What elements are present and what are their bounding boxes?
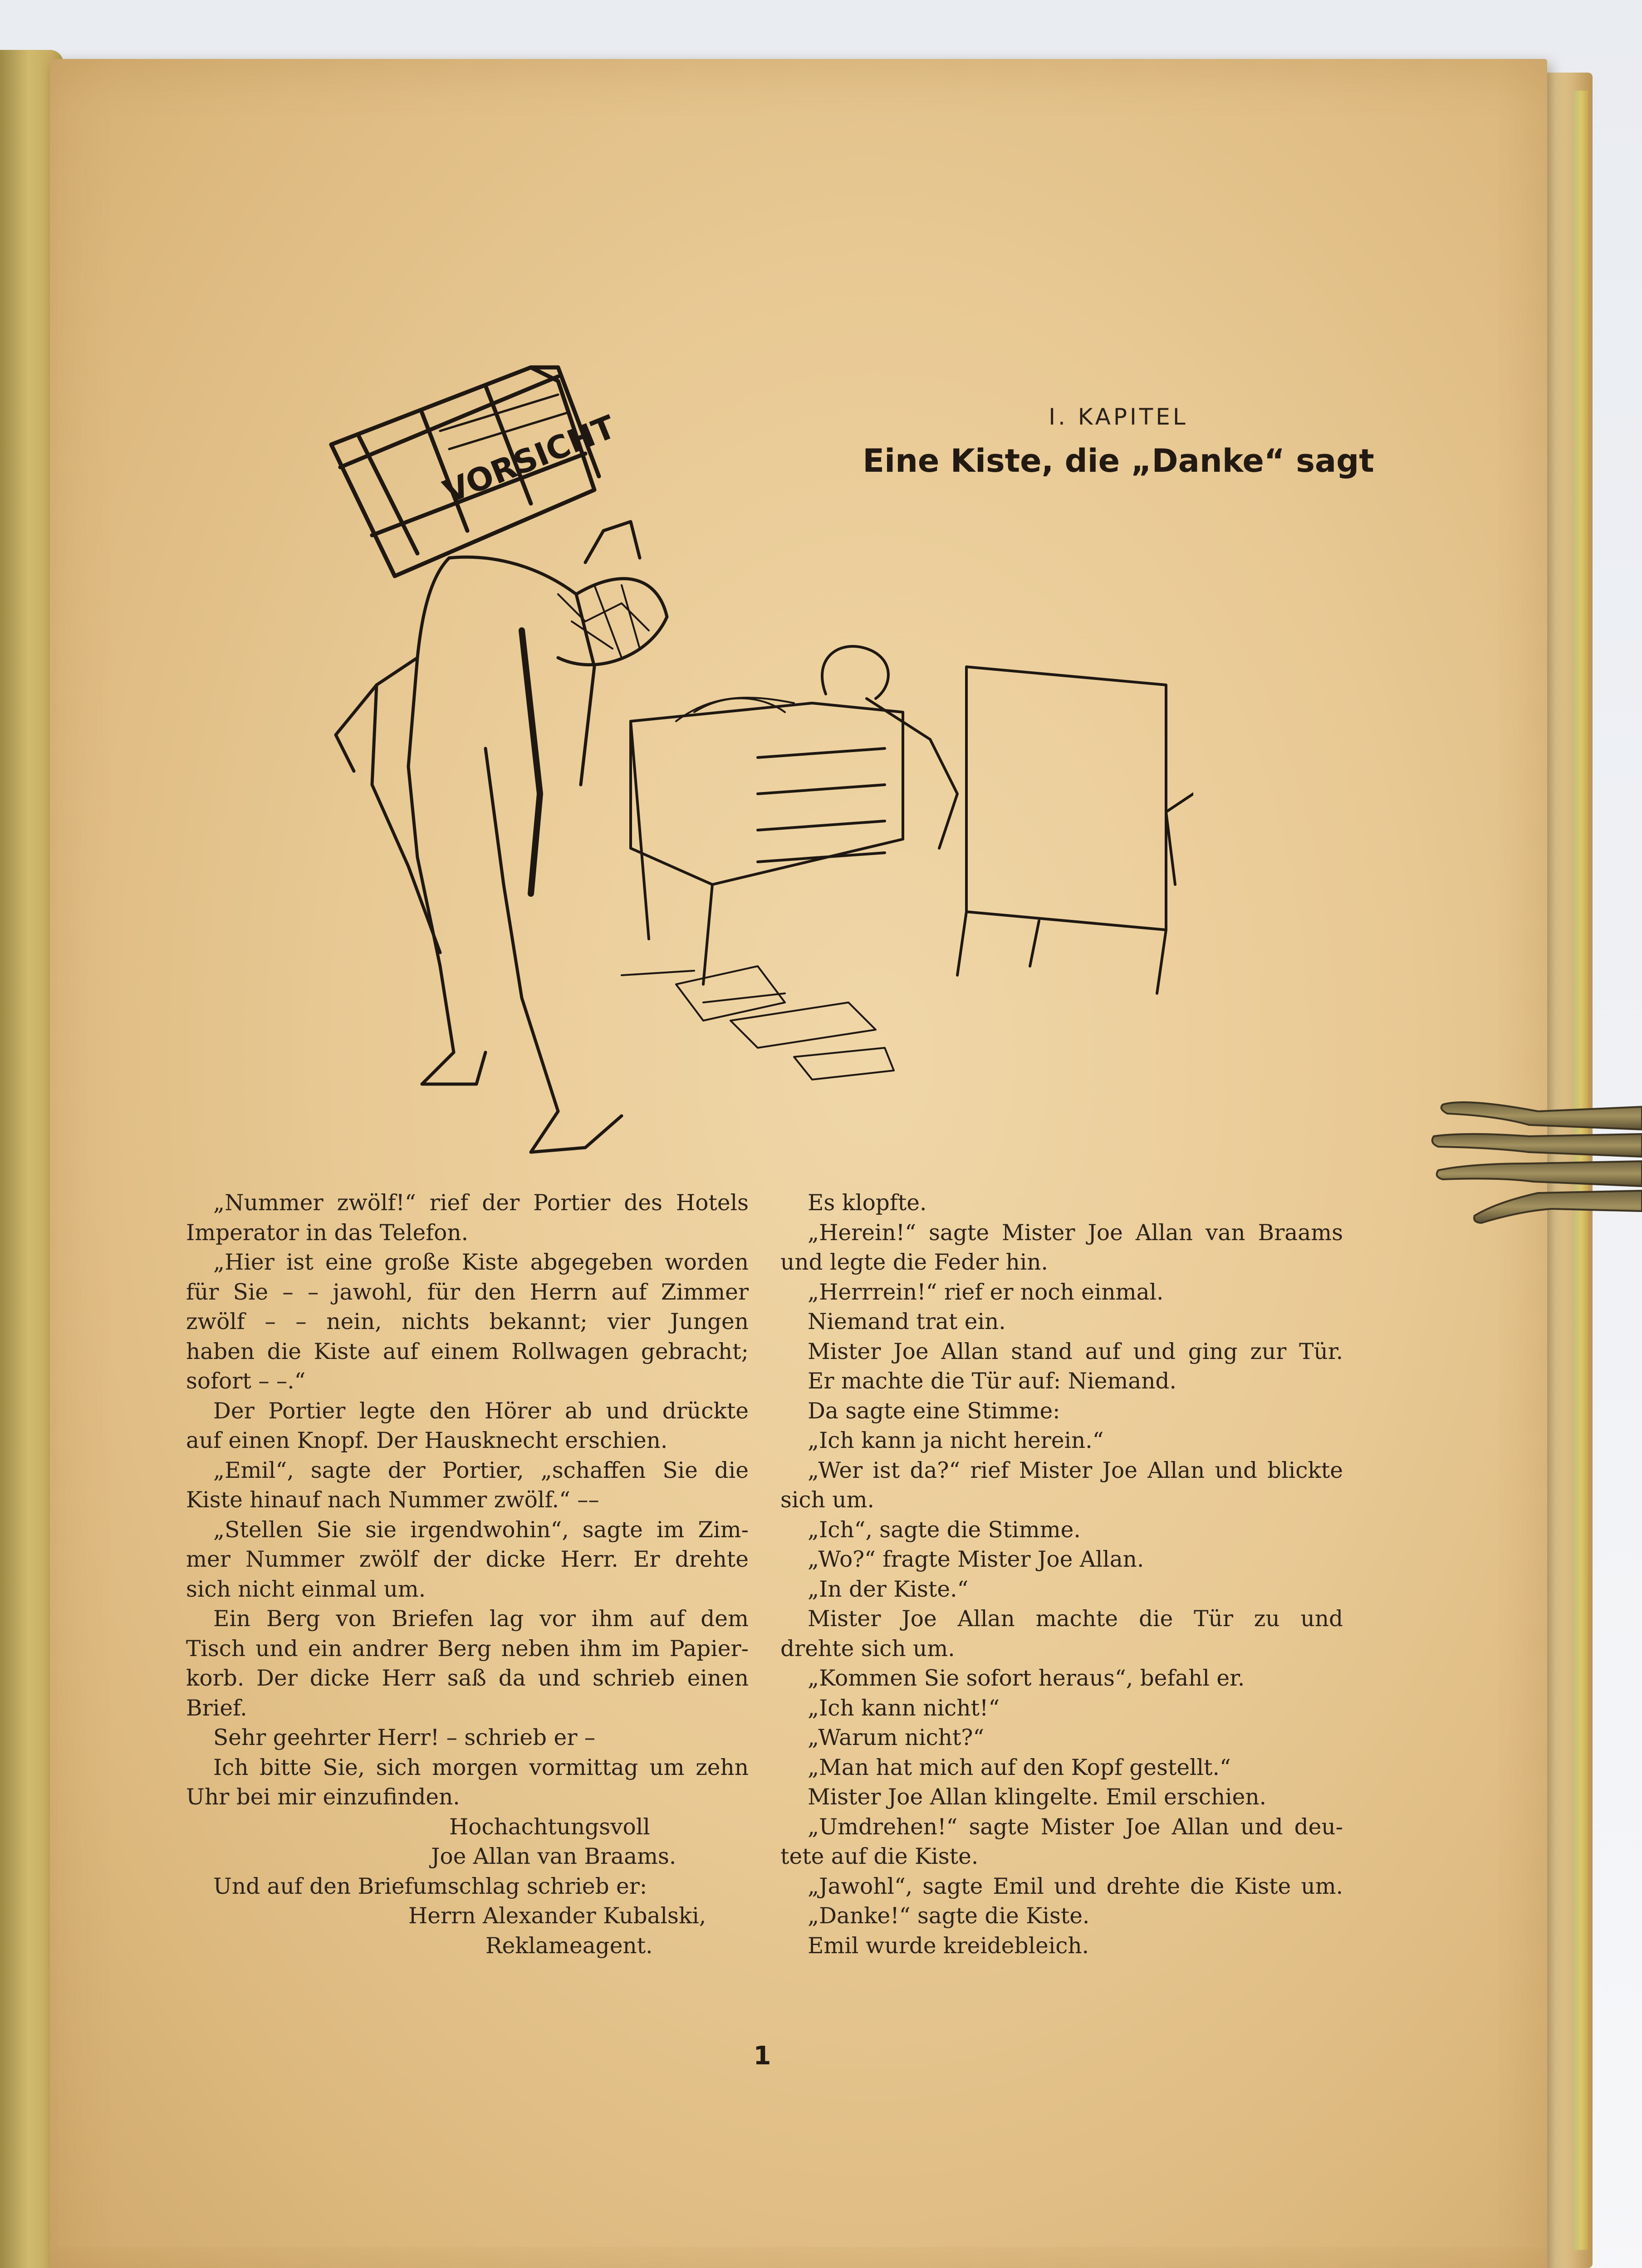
envelope-address-name: Herrn Alexander Kubalski, — [408, 1903, 706, 1929]
text-line: „Umdrehen!“ sagte Mister Joe Allan und deu- — [808, 1814, 1343, 1840]
text-line: Kiste hinauf nach Nummer zwölf.“ –– — [186, 1487, 599, 1513]
text-line: sofort – –.“ — [186, 1369, 306, 1394]
text-line: „Man hat mich auf den Kopf gestellt.“ — [808, 1755, 1231, 1780]
text-line: Und auf den Briefumschlag schrieb er: — [213, 1873, 647, 1899]
envelope-address-title: Reklameagent. — [485, 1933, 653, 1959]
text-line: „Warum nicht?“ — [808, 1725, 985, 1750]
text-line: Mister Joe Allan klingelte. Emil erschien. — [808, 1784, 1267, 1810]
text-line: zwölf – – nein, nichts bekannt; vier Jungen — [186, 1309, 749, 1334]
clip-finger-icon — [1432, 1102, 1642, 1223]
text-line: Der Portier legte den Hörer ab und drückte — [213, 1398, 749, 1424]
text-line: drehte sich um. — [780, 1636, 955, 1662]
text-line: Ein Berg von Briefen lag vor ihm auf dem — [213, 1606, 749, 1632]
text-line: Brief. — [186, 1695, 247, 1721]
text-line: „Jawohl“, sagte Emil und drehte die Kiste um. — [808, 1873, 1343, 1899]
text-line: „Stellen Sie sie irgendwohin“, sagte im Zim- — [213, 1517, 749, 1543]
text-line: „Hier ist eine große Kiste abgegeben worden — [213, 1250, 749, 1275]
text-line: haben die Kiste auf einem Rollwagen gebracht; — [186, 1339, 749, 1364]
text-line: „Ich kann nicht!“ — [808, 1695, 1000, 1721]
text-line: „Wo?“ fragte Mister Joe Allan. — [808, 1547, 1144, 1572]
text-line: Uhr bei mir einzufinden. — [186, 1784, 460, 1810]
letter-signature: Joe Allan van Braams. — [431, 1844, 676, 1869]
text-line: für Sie – – jawohl, für den Herrn auf Zimmer — [186, 1279, 749, 1305]
text-line: Niemand trat ein. — [808, 1309, 1006, 1334]
text-line: Da sagte eine Stimme: — [808, 1398, 1060, 1424]
text-line: „Ich kann ja nicht herein.“ — [808, 1428, 1104, 1453]
text-line: Mister Joe Allan stand auf und ging zur Tür. — [808, 1339, 1343, 1364]
text-line: tete auf die Kiste. — [780, 1844, 979, 1869]
text-line: Sehr geehrter Herr! – schrieb er – — [213, 1725, 596, 1750]
chapter-label: I. KAPITEL — [1049, 404, 1188, 430]
text-line: Mister Joe Allan machte die Tür zu und — [808, 1606, 1343, 1632]
text-line: „Emil“, sagte der Portier, „schaffen Sie die — [213, 1457, 749, 1483]
page-number: 1 — [753, 2041, 771, 2071]
text-line: „Nummer zwölf!“ rief der Portier des Hotels — [213, 1190, 749, 1216]
text-line: „Herrrein!“ rief er noch einmal. — [808, 1279, 1164, 1305]
metal-page-clip — [1429, 1080, 1642, 1243]
text-line: sich nicht einmal um. — [186, 1576, 426, 1602]
text-line: „Herein!“ sagte Mister Joe Allan van Braams — [808, 1220, 1343, 1246]
porter-drawing — [336, 522, 667, 1152]
text-column-left — [186, 1188, 749, 1961]
text-line: korb. Der dicke Herr saß da und schrieb einen — [186, 1666, 749, 1691]
text-line: „Ich“, sagte die Stimme. — [808, 1517, 1081, 1543]
text-line: „In der Kiste.“ — [808, 1576, 969, 1602]
text-line: Tisch und ein andrer Berg neben ihm im Papier- — [186, 1636, 749, 1662]
chapter-title: Eine Kiste, die „Danke“ sagt — [863, 442, 1374, 479]
text-line: Es klopfte. — [808, 1190, 927, 1216]
letter-closing: Hochachtungsvoll — [449, 1814, 650, 1840]
text-line: mer Nummer zwölf der dicke Herr. Er drehte — [186, 1547, 749, 1572]
text-line: und legte die Feder hin. — [780, 1250, 1048, 1275]
text-line: Er machte die Tür auf: Niemand. — [808, 1369, 1176, 1394]
text-line: „Danke!“ sagte die Kiste. — [808, 1903, 1090, 1929]
text-line: „Kommen Sie sofort heraus“, befahl er. — [808, 1666, 1245, 1691]
crate-stencil-text: VORSICHT — [438, 408, 621, 511]
text-line: Imperator in das Telefon. — [186, 1220, 469, 1246]
text-line: „Wer ist da?“ rief Mister Joe Allan und blickte — [808, 1457, 1343, 1483]
text-line: auf einen Knopf. Der Hausknecht erschien. — [186, 1428, 668, 1453]
book-page — [50, 59, 1547, 2268]
text-line: Ich bitte Sie, sich morgen vormittag um zehn — [213, 1755, 749, 1780]
text-column-right — [780, 1188, 1343, 1961]
text-line: sich um. — [780, 1487, 874, 1513]
desk-scene-drawing — [622, 646, 1193, 1080]
text-line: Emil wurde kreidebleich. — [808, 1933, 1089, 1959]
